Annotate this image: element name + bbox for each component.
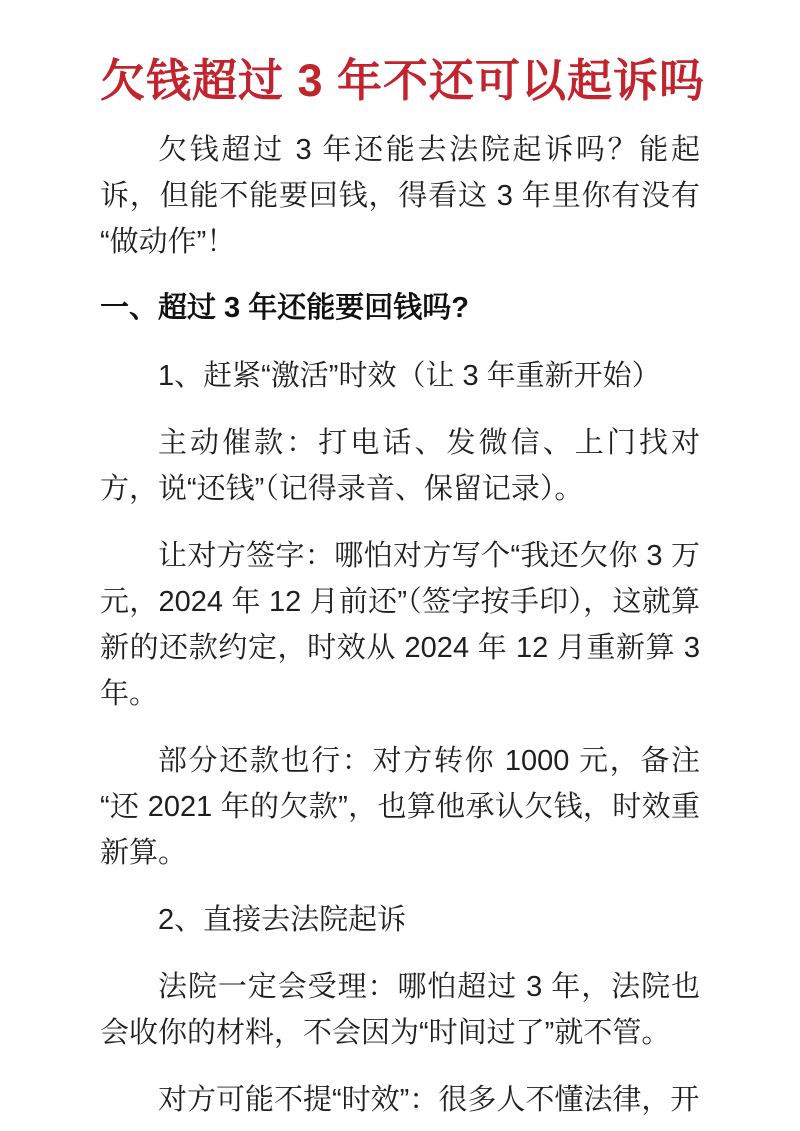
paragraph-proactive-collection: 主动催款：打电话、发微信、上门找对方，说“还钱”（记得录音、保留记录）。	[100, 426, 700, 505]
section-1-heading: 一、超过 3 年还能要回钱吗?	[100, 291, 469, 324]
intro-paragraph: 欠钱超过 3 年还能去法院起诉吗？能起诉，但能不能要回钱，得看这 3 年里你有没有“做动作”！	[100, 133, 700, 258]
subitem-2-heading: 2、直接去法院起诉	[158, 903, 407, 936]
paragraph-partial-repayment: 部分还款也行：对方转你 1000 元，备注“还 2021 年的欠款”，也算他承认欠钱，时效重新算。	[100, 744, 700, 869]
paragraph-court-accepts: 法院一定会受理：哪怕超过 3 年，法院也会收你的材料，不会因为“时间过了”就不管。	[100, 970, 700, 1049]
subitem-1-heading: 1、赶紧“激活”时效（让 3 年重新开始）	[158, 359, 661, 392]
paragraph-truncated-last-line: 对方可能不提“时效”：很多人不懂法律，开	[158, 1083, 700, 1116]
paragraph-get-signature: 让对方签字：哪怕对方写个“我还欠你 3 万元，2024 年 12 月前还”（签字按手印），这就算新的还款约定，时效从 2024 年 12 月重新算 3 年。	[100, 539, 700, 710]
page-title: 欠钱超过 3 年不还可以起诉吗	[100, 55, 706, 106]
